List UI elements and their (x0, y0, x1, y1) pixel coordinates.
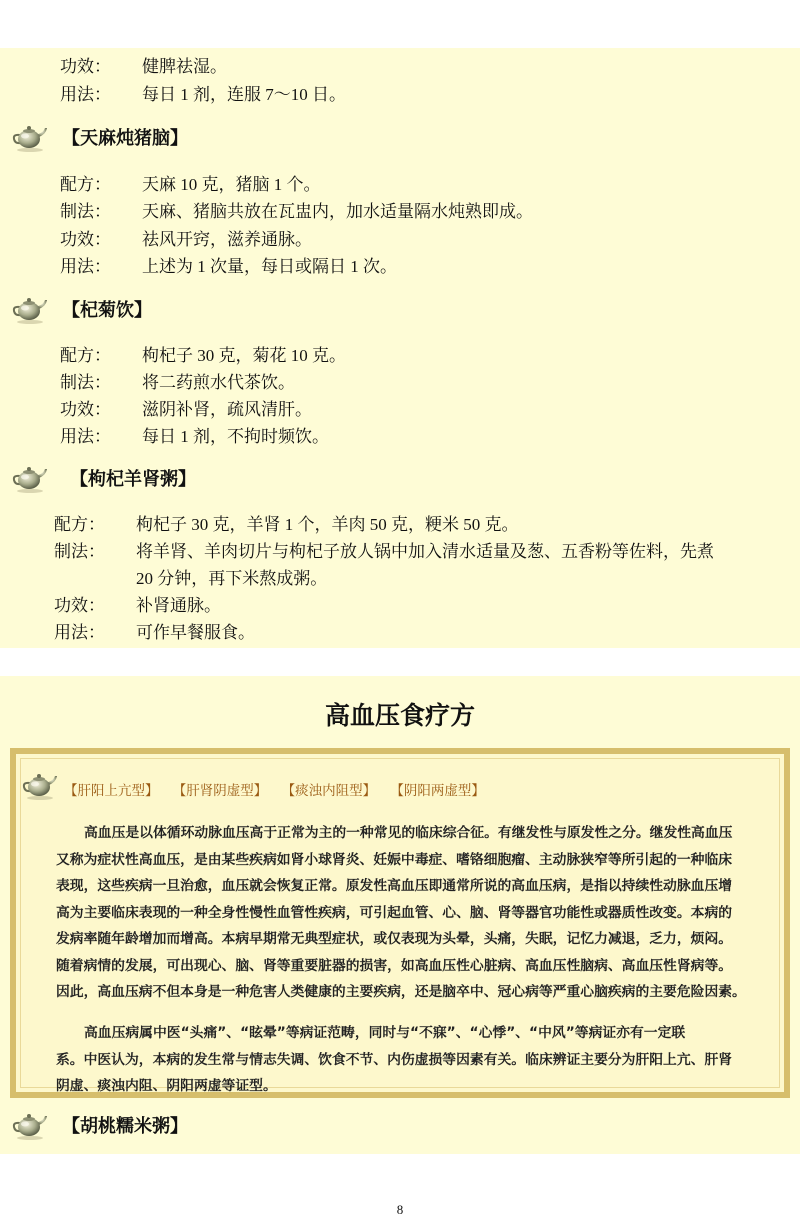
peifang-label: 配方： (60, 175, 111, 194)
type-link[interactable]: 【肝肾阴虚型】 (172, 783, 268, 799)
section-title: 高血压食疗方 (324, 701, 475, 730)
yongfa-text: 可作早餐服食。 (136, 623, 255, 642)
zhifa-label: 制法： (54, 542, 105, 561)
recipe-title: 【枸杞羊肾粥】 (70, 469, 196, 490)
type-link[interactable]: 【阴阳两虚型】 (390, 783, 485, 799)
intro-paragraph-1 (56, 820, 778, 1006)
para-line: 系。中医认为，本病的发生常与情志失调、饮食不节、内伤虚损等因素有关。临床辨证主要分为肝阳上亢、肝肾 (56, 1051, 733, 1068)
syndrome-types (64, 779, 495, 799)
teapot-icon (12, 122, 48, 152)
intro-box (10, 748, 790, 1098)
para-line: 又称为症状性高血压，是由某些疾病如肾小球肾炎、妊娠中毒症、嗜铬细胞瘤、主动脉狭窄等所引起的一种临床 (56, 851, 733, 868)
teapot-icon (12, 1110, 48, 1140)
peifang-label: 配方： (60, 346, 111, 365)
zhifa-text-line2: 20 分钟，再下米熬成粥。 (136, 569, 328, 588)
type-link[interactable]: 【痰浊内阻型】 (281, 783, 377, 799)
recipe-title: 【杞菊饮】 (62, 300, 152, 321)
para-line: 高血压是以体循环动脉血压高于正常为主的一种常见的临床综合征。有继发性与原发性之分。继发性高血压 (84, 825, 733, 841)
gongxiao-text: 补肾通脉。 (136, 596, 221, 615)
yongfa-label: 用法： (60, 257, 111, 276)
zhifa-text: 天麻、猪脑共放在瓦盅内，加水适量隔水炖熟即成。 (142, 202, 533, 221)
peifang-label: 配方： (54, 515, 105, 534)
zhifa-label: 制法： (60, 373, 111, 392)
para-line: 高为主要临床表现的一种全身性慢性血管性疾病，可引起血管、心、脑、肾等器官功能性或器质性改变。本病的 (56, 904, 733, 921)
gongxiao-text: 滋阴补肾，疏风清肝。 (142, 400, 312, 419)
intro-paragraph-2 (56, 1020, 778, 1100)
yongfa-label: 用法： (60, 85, 111, 104)
gongxiao-label: 功效： (60, 57, 111, 76)
yongfa-text: 每日 1 剂，连服 7～10 日。 (142, 85, 346, 104)
gongxiao-text: 祛风开窍，滋养通脉。 (142, 230, 312, 249)
para-line: 因此，高血压病不但本身是一种危害人类健康的主要疾病，还是脑卒中、冠心病等严重心脑疾病的主要危险因素。 (56, 984, 746, 1000)
para-line: 阴虚、痰浊内阻、阴阳两虚等证型。 (56, 1078, 277, 1094)
yongfa-label: 用法： (54, 623, 105, 642)
zhifa-text: 将二药煎水代茶饮。 (142, 373, 295, 392)
peifang-text: 枸杞子 30 克，羊肾 1 个，羊肉 50 克，粳米 50 克。 (136, 515, 519, 534)
gongxiao-label: 功效： (60, 400, 111, 419)
recipe-title: 【胡桃糯米粥】 (62, 1116, 188, 1137)
teapot-icon (12, 463, 48, 493)
para-line: 表现，这些疾病一旦治愈，血压就会恢复正常。原发性高血压即通常所说的高血压病，是指以持续性动脉血压增 (56, 878, 733, 894)
para-line: 发病率随年龄增加而增高。本病早期常无典型症状，或仅表现为头晕，头痛，失眠，记忆力减退，乏力，烦闷。 (56, 931, 733, 947)
zhifa-label: 制法： (60, 202, 111, 221)
yongfa-text: 上述为 1 次量，每日或隔日 1 次。 (142, 257, 397, 276)
type-link[interactable]: 【肝阳上亢型】 (64, 783, 159, 799)
teapot-icon (22, 770, 58, 800)
para-line: 随着病情的发展，可出现心、脑、肾等重要脏器的损害，如高血压性心脏病、高血压性脑病、高血压性肾病等。 (56, 957, 733, 974)
page-number: 8 (396, 1202, 404, 1217)
zhifa-text-line1: 将羊肾、羊肉切片与枸杞子放人锅中加入清水适量及葱、五香粉等佐料，先煮 (136, 542, 714, 561)
teapot-icon (12, 294, 48, 324)
para-line: 高血压病属中医“头痛”、“眩晕”等病证范畴，同时与“不寐”、“心悸”、“中风”等病证亦有一定联 (84, 1025, 686, 1041)
peifang-text: 枸杞子 30 克，菊花 10 克。 (142, 346, 346, 365)
recipe-title: 【天麻炖猪脑】 (62, 128, 188, 149)
gongxiao-text: 健脾祛湿。 (142, 57, 227, 76)
gongxiao-label: 功效： (60, 230, 111, 249)
gongxiao-label: 功效： (54, 596, 105, 615)
yongfa-text: 每日 1 剂，不拘时频饮。 (142, 427, 329, 446)
yongfa-label: 用法： (60, 427, 111, 446)
peifang-text: 天麻 10 克，猪脑 1 个。 (142, 175, 321, 194)
